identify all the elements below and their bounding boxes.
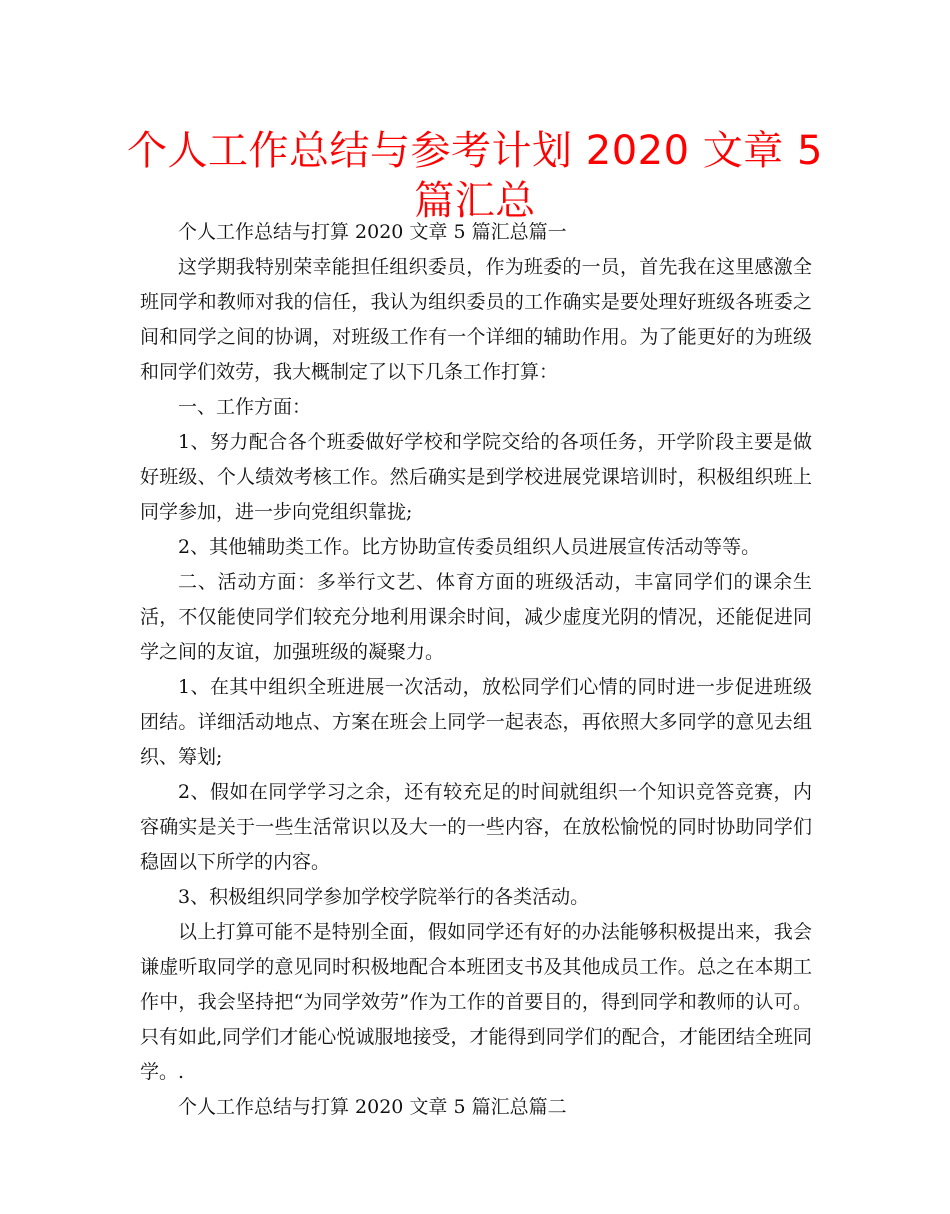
paragraph-work-item-2: 2、其他辅助类工作。比方协助宣传委员组织人员进展宣传活动等等。 xyxy=(178,536,761,558)
document-body xyxy=(140,215,812,1125)
document-title: 个人工作总结与参考计划 2020 文章 5 篇汇总 xyxy=(127,128,823,224)
paragraph-activity-item-2: 2、假如在同学学习之余，还有较充足的时间就组织一个知识竞答竞赛，内容确实是关于一些生活常识以及大一的一些内容，在放松愉悦的同时协助同学们稳固以下所学的内容。 xyxy=(140,781,812,873)
paragraph-intro: 这学期我特别荣幸能担任组织委员，作为班委的一员，首先我在这里感激全班同学和教师对我的信任，我认为组织委员的工作确实是要处理好班级各班委之间和同学之间的协调，对班级工作有一个详细的辅助作用。为了能更好的为班级和同学们效劳，我大概制定了以下几条工作打算： xyxy=(140,256,812,383)
paragraph-activity-item-3: 3、积极组织同学参加学校学院举行的各类活动。 xyxy=(178,886,590,908)
paragraph-activity-item-1: 1、在其中组织全班进展一次活动，放松同学们心情的同时进一步促进班级团结。详细活动地点、方案在班会上同学一起表态，再依照大多同学的意见去组织、筹划; xyxy=(140,676,812,768)
section-heading-1: 个人工作总结与打算 2020 文章 5 篇汇总篇一 xyxy=(178,221,567,243)
paragraph-work-heading: 一、工作方面： xyxy=(178,396,312,418)
paragraph-work-item-1: 1、努力配合各个班委做好学校和学院交给的各项任务，开学阶段主要是做好班级、个人绩效考核工作。然后确实是到学校进展党课培训时，积极组织班上同学参加，进一步向党组织靠拢; xyxy=(140,431,812,523)
section-heading-2: 个人工作总结与打算 2020 文章 5 篇汇总篇二 xyxy=(178,1096,567,1118)
paragraph-activity-heading: 二、活动方面：多举行文艺、体育方面的班级活动，丰富同学们的课余生活，不仅能使同学们较充分地利用课余时间，减少虚度光阴的情况，还能促进同学之间的友谊，加强班级的凝聚力。 xyxy=(140,571,812,663)
paragraph-conclusion: 以上打算可能不是特别全面，假如同学还有好的办法能够积极提出来，我会谦虚听取同学的意见同时积极地配合本班团支书及其他成员工作。总之在本期工作中，我会坚持把“为同学效劳”作为工作的首要目的，得到同学和教师的认可。只有如此,同学们才能心悦诚服地接受，才能得到同学们的配合，才能团结全班同学。. xyxy=(140,921,812,1083)
